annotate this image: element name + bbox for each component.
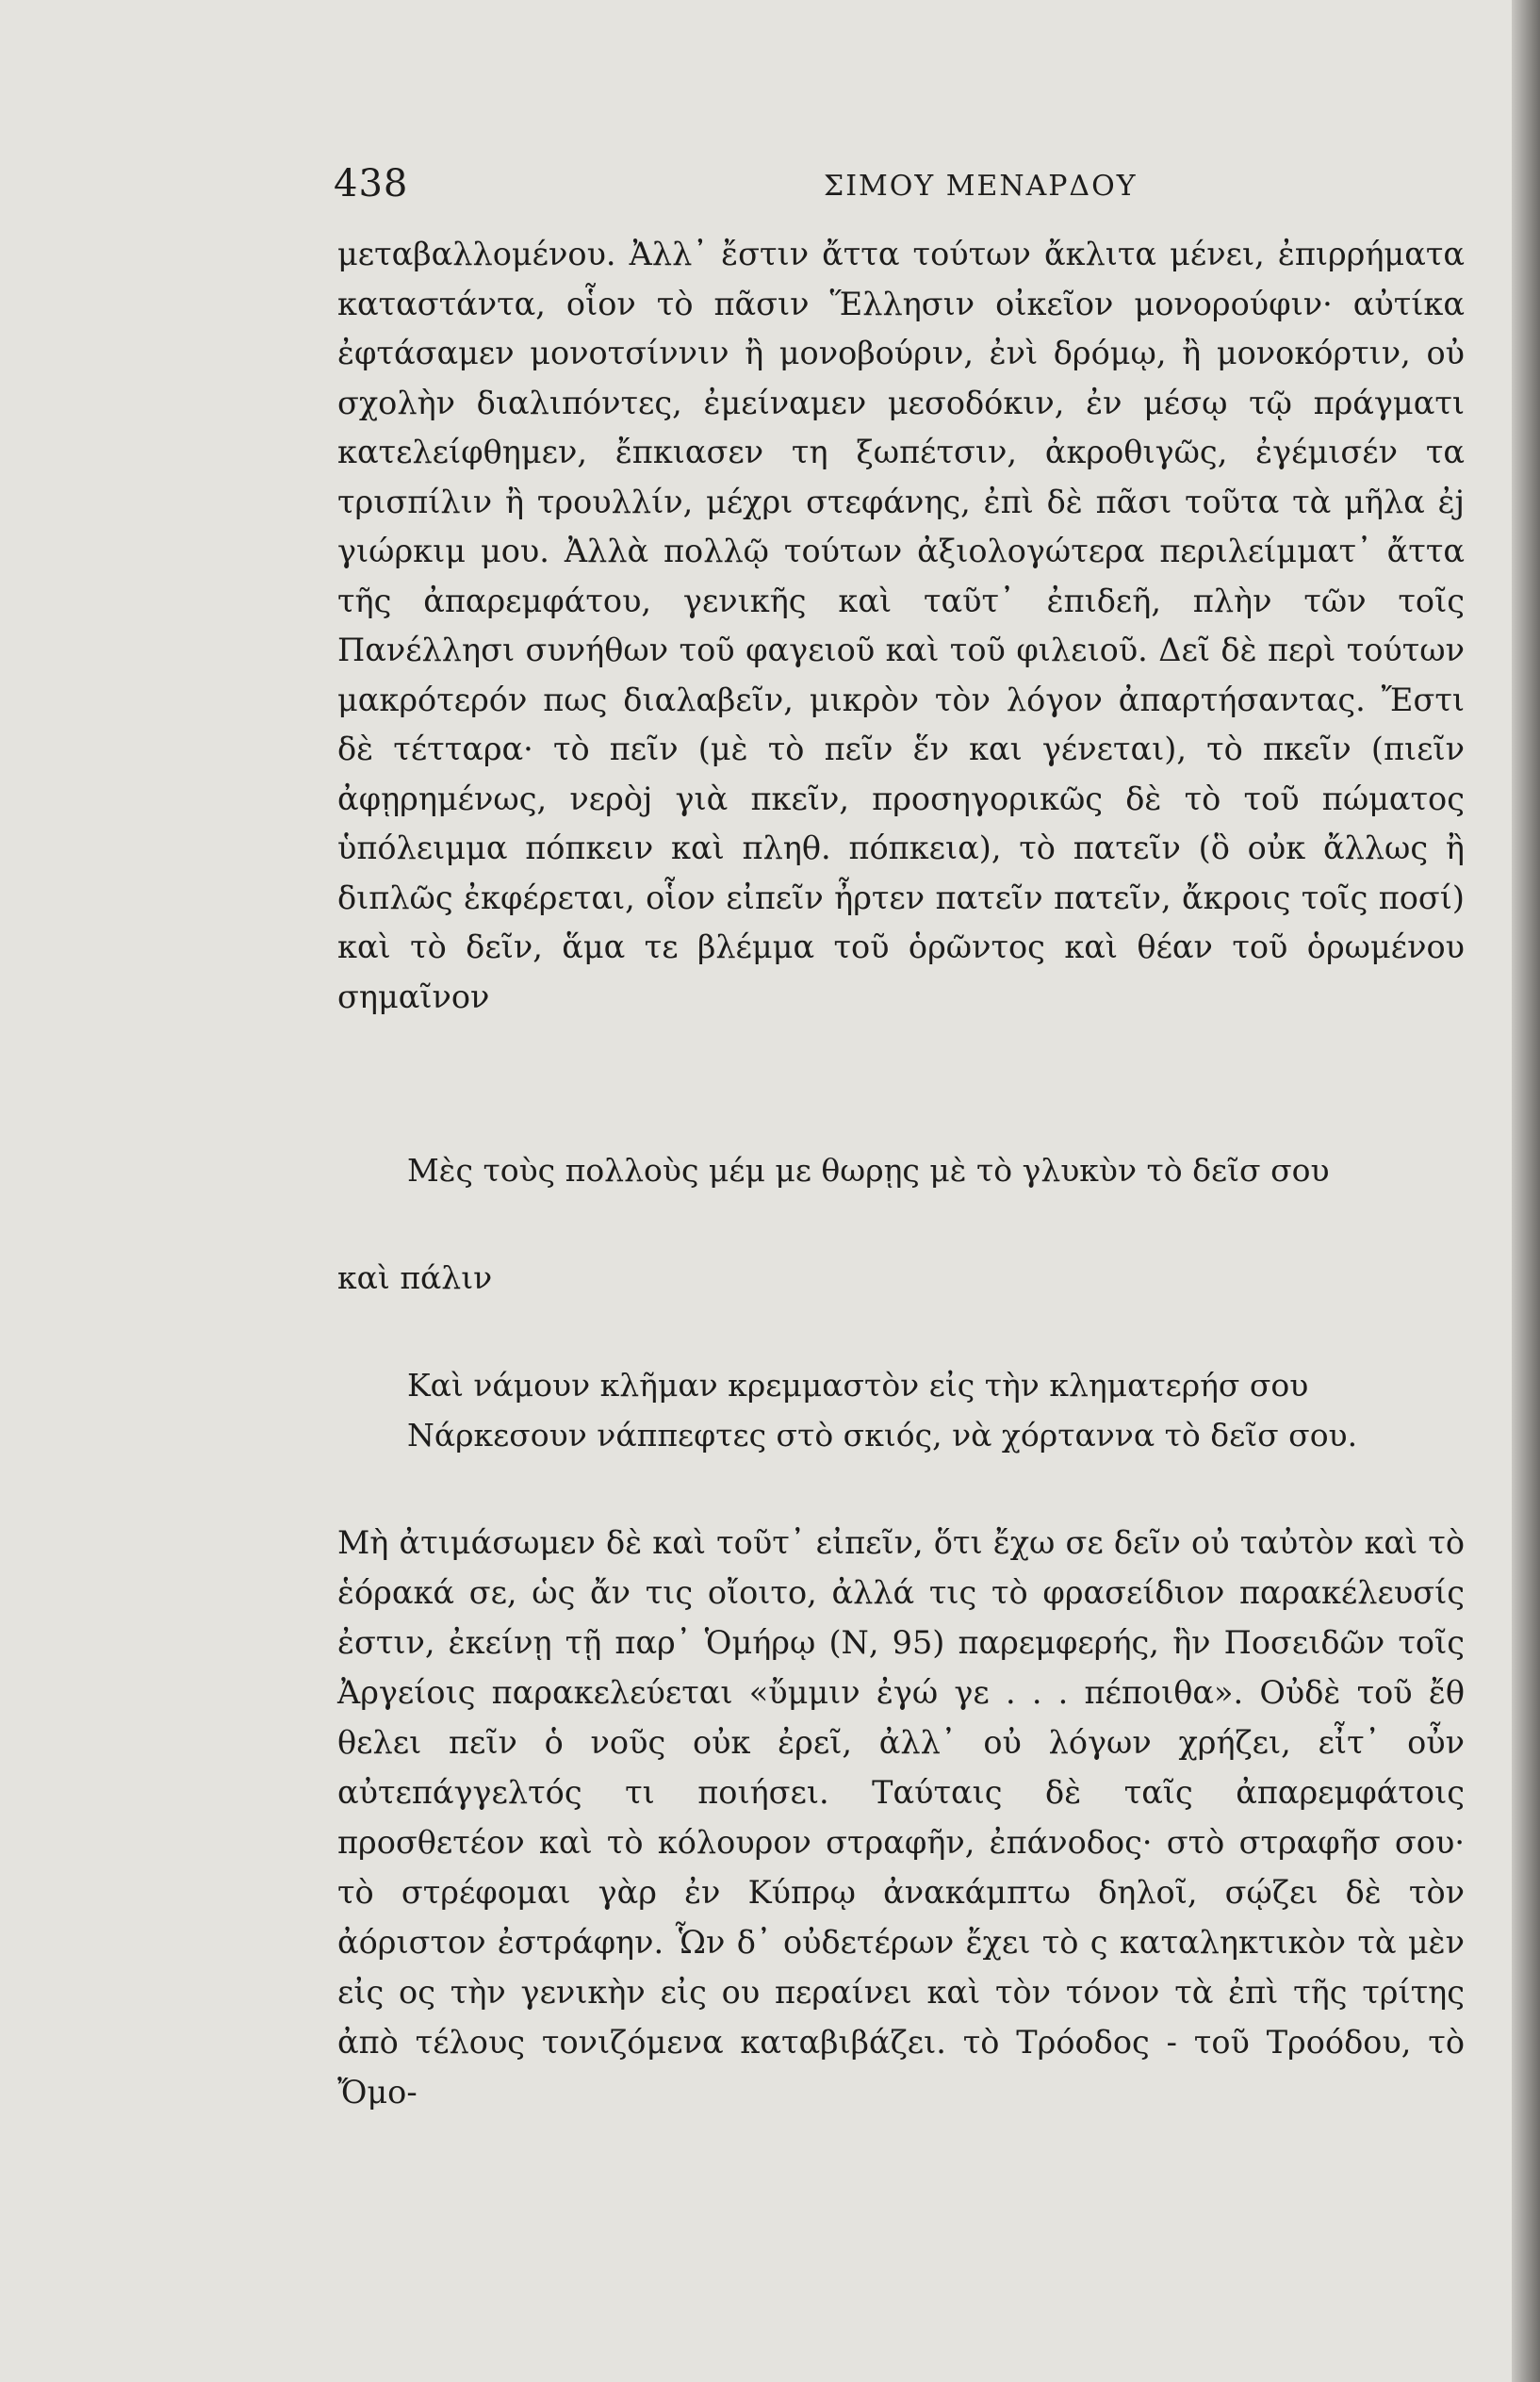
paragraph-1: μεταβαλλομένου. Ἀλλ᾽ ἔστιν ἄττα τούτων ἄκλιτα μένει, ἐπιρρήματα καταστάντα, οἷον τὸ πᾶσιν Ἕλλησιν οἰκεῖον μονορούφιν· αὐτίκα ἐφτάσαμεν μονοτσίννιν ἢ μονοβούριν, ἐνὶ δρόμῳ, ἢ μονοκόρτιν, οὐ σχολὴν διαλιπόντες, ἐμείναμεν μεσοδόκιν, ἐν μέσῳ τῷ πράγματι κατελείφθημεν, ἔπκιασεν τη ξωπέτσιν, ἀκροθιγῶς, ἐγέμισέν τα τρισπίλιν ἢ τρουλλίν, μέχρι στεφάνης, ἐπὶ δὲ πᾶσι τοῦτα τὰ μῆλα ἐj γιώρκιμ μου. Ἀλλὰ πολλῷ τούτων ἀξιολογώτερα περιλείμματ᾽ ἄττα τῆς ἀπαρεμφάτου, γενικῆς καὶ ταῦτ᾽ ἐπιδεῆ, πλὴν τῶν τοῖς Πανέλλησι συνήθων τοῦ φαγειοῦ καὶ τοῦ φιλειοῦ. Δεῖ δὲ περὶ τούτων μακρότερόν πως διαλαβεῖν, μικρὸν τὸν λόγον ἀπαρτήσαντας. Ἔστι δὲ τέτταρα· τὸ πεῖν (μὲ τὸ πεῖν ἕν και γένεται), τὸ πκεῖν (πιεῖν ἀφῃρημένως, νερὸj γιὰ πκεῖν, προσηγορικῶς δὲ τὸ τοῦ πώματος ὑπόλειμμα πόπκειν καὶ πληθ. πόπκεια), τὸ πατεῖν (ὃ οὐκ ἄλλως ἢ διπλῶς ἐκφέρεται, οἷον εἰπεῖν ἦρτεν πατεῖν πατεῖν, ἄκροις τοῖς ποσί) καὶ τὸ δεῖν, ἅμα τε βλέμμα τοῦ ὁρῶντος καὶ θέαν τοῦ ὁρωμένου σημαῖνον <box>337 236 1465 1015</box>
verse-quote-2: Καὶ νάμουν κλῆμαν κρεμμαστὸν εἰς τὴν κληματερήσ σου <box>407 1367 1309 1404</box>
paragraph-2: Μὴ ἀτιμάσωμεν δὲ καὶ τοῦτ᾽ εἰπεῖν, ὅτι ἔχω σε δεῖν οὐ ταὐτὸν καὶ τὸ ἑόρακά σε, ὡς ἄν τις οἴοιτο, ἀλλά τις τὸ φρασείδιον παρακέλευσίς ἐστιν, ἐκείνῃ τῇ παρ᾽ Ὁμήρῳ (Ν, 95) παρεμφερής, ἣν Ποσειδῶν τοῖς Ἀργείοις παρακελεύεται «ὔμμιν ἐγώ γε . . . πέποιθα». Οὐδὲ τοῦ ἔθ θελει πεῖν ὁ νοῦς οὐκ ἐρεῖ, ἀλλ᾽ οὐ λόγων χρήζει, εἶτ᾽ οὖν αὐτεπάγγελτός τι ποιήσει. Ταύταις δὲ ταῖς ἀπαρεμφάτοις προσθετέον καὶ τὸ κόλουρον στραφῆν, ἐπάνοδος· στὸ στραφῆσ σου· τὸ στρέφομαι γὰρ ἐν Κύπρῳ ἀνακάμπτω δηλοῖ, σῴζει δὲ τὸν ἀόριστον ἐστράφην. Ὧν δ᾽ οὐδετέρων ἔχει τὸ ς καταληκτικὸν τὰ μὲν εἰς ος τὴν γενικὴν εἰς ου περαίνει καὶ τὸν τόνον τὰ ἐπὶ τῆς τρίτης ἀπὸ τέλους τονιζόμενα καταβιβάζει. τὸ Τρόοδος - τοῦ Τροόδου, τὸ Ὄμο- <box>337 1524 1465 2111</box>
verse-quote-3: Νάρκεσουν νάππεφτες στὸ σκιός, νὰ χόρταννα τὸ δεῖσ σου. <box>407 1417 1358 1454</box>
running-title: ΣΙΜΟΥ ΜΕΝΑΡΔΟΥ <box>824 170 1138 203</box>
page-header <box>334 162 1474 211</box>
page-edge-shadow <box>1512 0 1540 2382</box>
verse-quote-1: Μὲς τοὺς πολλοὺς μέμ με θωρῃς μὲ τὸ γλυκὺν τὸ δεῖσ σου <box>407 1152 1330 1189</box>
page-number: 438 <box>334 162 409 205</box>
main-text-block <box>337 230 1465 1022</box>
main-text-block-2 <box>337 1518 1465 2117</box>
connector-text: καὶ πάλιν <box>337 1259 493 1296</box>
